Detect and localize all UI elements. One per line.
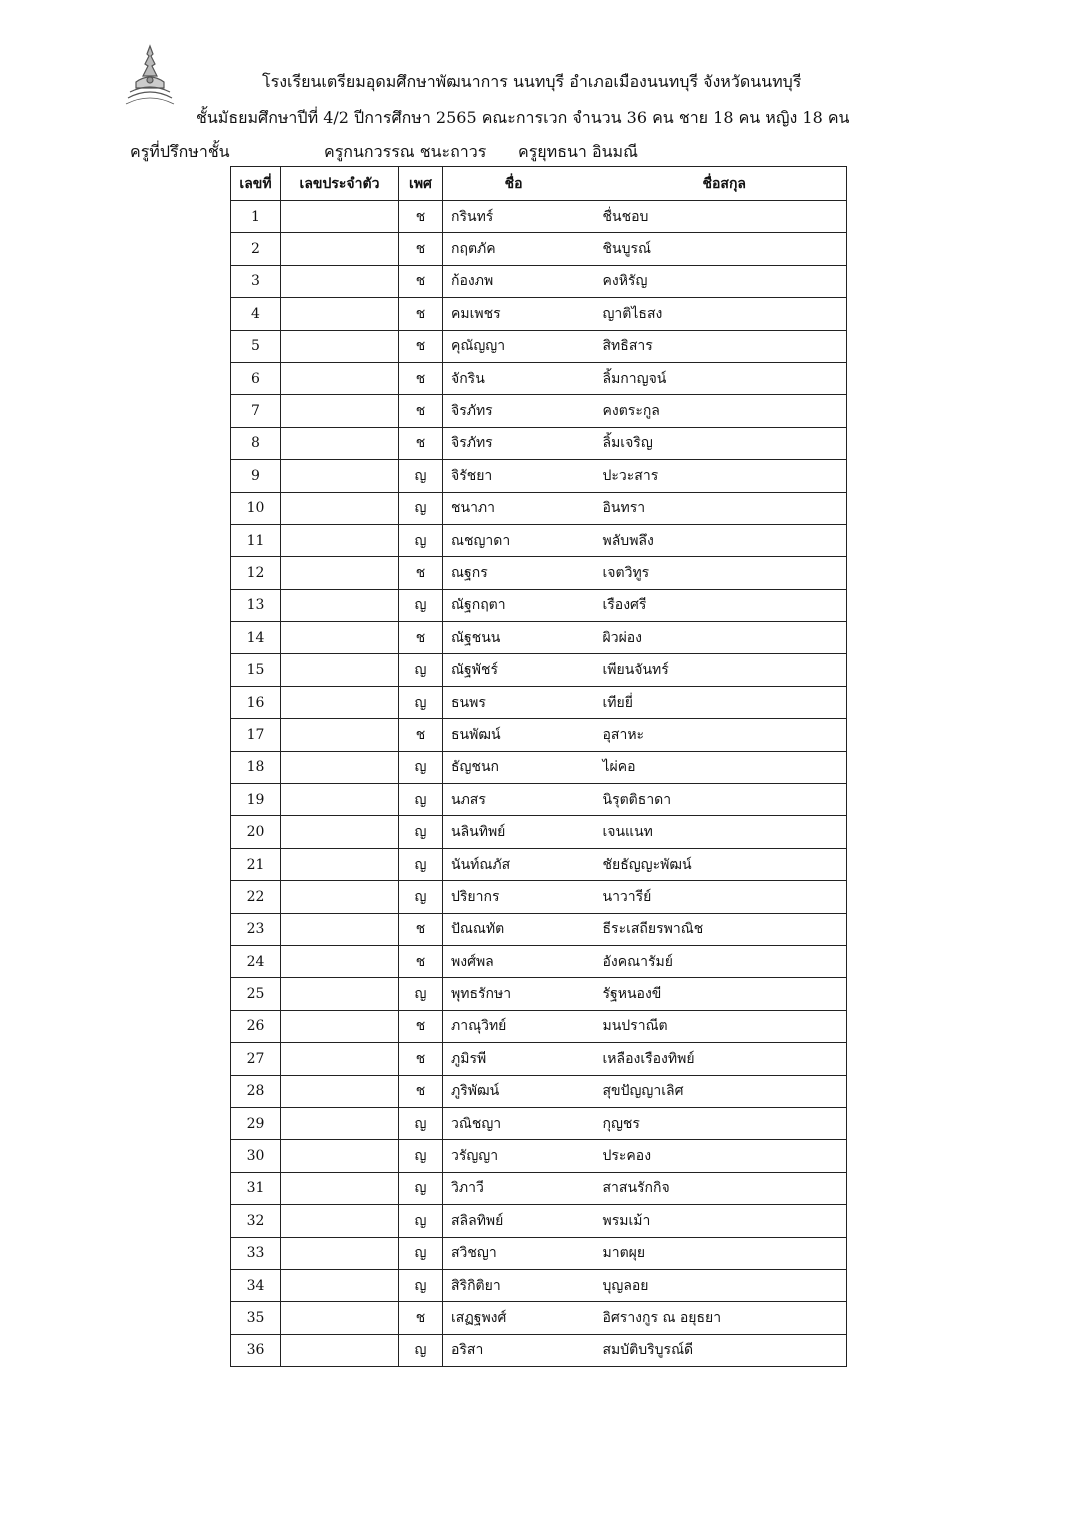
row-first-name: ณชญาดา (443, 524, 593, 556)
row-gender: ญ (399, 816, 443, 848)
table-row (231, 719, 847, 751)
row-number: 22 (231, 881, 281, 913)
table-row (231, 978, 847, 1010)
row-gender: ญ (399, 1205, 443, 1237)
row-number: 6 (231, 362, 281, 394)
row-student-id (281, 265, 399, 297)
row-student-id (281, 1269, 399, 1301)
row-last-name: ธีระเสถียรพาณิช (593, 913, 847, 945)
row-number: 24 (231, 945, 281, 977)
advisor-row (130, 140, 830, 162)
row-last-name: อินทรา (593, 492, 847, 524)
row-last-name: เรืองศรี (593, 589, 847, 621)
row-gender: ช (399, 362, 443, 394)
row-gender: ช (399, 395, 443, 427)
row-gender: ญ (399, 1172, 443, 1204)
row-first-name: ธนพร (443, 686, 593, 718)
row-student-id (281, 362, 399, 394)
header-last-name: ชื่อสกุล (593, 167, 847, 201)
table-row (231, 816, 847, 848)
row-student-id (281, 201, 399, 233)
row-gender: ญ (399, 1269, 443, 1301)
row-gender: ญ (399, 1140, 443, 1172)
row-student-id (281, 1075, 399, 1107)
school-name-line: โรงเรียนเตรียมอุดมศึกษาพัฒนาการ นนทบุรี อำเภอเมืองนนทบุรี จังหวัดนนทบุรี (262, 72, 802, 91)
row-last-name: บุญลอย (593, 1269, 847, 1301)
table-row (231, 427, 847, 459)
advisor-label: ครูที่ปรึกษาชั้น (130, 142, 230, 161)
row-gender: ญ (399, 848, 443, 880)
row-number: 31 (231, 1172, 281, 1204)
advisor-teacher-1: ครูกนกวรรณ ชนะถาวร (324, 142, 487, 161)
row-last-name: อิศรางกูร ณ อยุธยา (593, 1302, 847, 1334)
table-row (231, 362, 847, 394)
table-row (231, 330, 847, 362)
table-row (231, 1302, 847, 1334)
row-student-id (281, 816, 399, 848)
row-first-name: ปริยากร (443, 881, 593, 913)
row-first-name: ณัฐชนน (443, 622, 593, 654)
row-last-name: ชินบูรณ์ (593, 233, 847, 265)
row-first-name: ชนาภา (443, 492, 593, 524)
row-first-name: อริสา (443, 1334, 593, 1366)
row-first-name: วรัญญา (443, 1140, 593, 1172)
table-row (231, 589, 847, 621)
row-last-name: เจนแนท (593, 816, 847, 848)
row-gender: ช (399, 1043, 443, 1075)
table-row (231, 460, 847, 492)
row-number: 21 (231, 848, 281, 880)
row-first-name: ณฐกร (443, 557, 593, 589)
row-first-name: ธัญชนก (443, 751, 593, 783)
row-student-id (281, 298, 399, 330)
row-student-id (281, 427, 399, 459)
table-row (231, 201, 847, 233)
row-gender: ช (399, 1010, 443, 1042)
row-first-name: วณิชญา (443, 1107, 593, 1139)
table-row (231, 751, 847, 783)
row-student-id (281, 751, 399, 783)
row-number: 27 (231, 1043, 281, 1075)
row-gender: ช (399, 622, 443, 654)
table-row (231, 233, 847, 265)
row-number: 34 (231, 1269, 281, 1301)
row-gender: ญ (399, 492, 443, 524)
row-gender: ญ (399, 784, 443, 816)
row-first-name: พุทธรักษา (443, 978, 593, 1010)
row-last-name: สาสนรักกิจ (593, 1172, 847, 1204)
table-row (231, 1075, 847, 1107)
table-row (231, 654, 847, 686)
table-row (231, 1140, 847, 1172)
row-first-name: คมเพชร (443, 298, 593, 330)
row-number: 25 (231, 978, 281, 1010)
table-row (231, 848, 847, 880)
row-student-id (281, 1334, 399, 1366)
row-gender: ช (399, 298, 443, 330)
row-first-name: ภูมิรพี (443, 1043, 593, 1075)
row-last-name: นิรุตติธาดา (593, 784, 847, 816)
row-last-name: มนปราณีต (593, 1010, 847, 1042)
row-first-name: กฤตภัค (443, 233, 593, 265)
row-first-name: สิริกิติยา (443, 1269, 593, 1301)
school-emblem-icon (122, 42, 178, 108)
table-row (231, 945, 847, 977)
row-last-name: พลับพลึง (593, 524, 847, 556)
row-number: 2 (231, 233, 281, 265)
row-first-name: ธนพัฒน์ (443, 719, 593, 751)
row-number: 15 (231, 654, 281, 686)
row-student-id (281, 978, 399, 1010)
row-first-name: สวิชญา (443, 1237, 593, 1269)
row-first-name: สลิลทิพย์ (443, 1205, 593, 1237)
row-number: 18 (231, 751, 281, 783)
row-number: 23 (231, 913, 281, 945)
row-last-name: กุญชร (593, 1107, 847, 1139)
row-student-id (281, 1010, 399, 1042)
table-row (231, 557, 847, 589)
row-last-name: คงหิรัญ (593, 265, 847, 297)
table-row (231, 622, 847, 654)
row-last-name: ญาติไธสง (593, 298, 847, 330)
row-gender: ช (399, 427, 443, 459)
header-student-id: เลขประจำตัว (281, 167, 399, 201)
table-header-row (231, 167, 847, 201)
row-number: 26 (231, 1010, 281, 1042)
row-gender: ช (399, 557, 443, 589)
row-student-id (281, 719, 399, 751)
row-last-name: อุสาหะ (593, 719, 847, 751)
row-last-name: คงตระกูล (593, 395, 847, 427)
row-gender: ช (399, 913, 443, 945)
row-last-name: เหลืองเรืองทิพย์ (593, 1043, 847, 1075)
class-info-line: ชั้นมัธยมศึกษาปีที่ 4/2 ปีการศึกษา 2565 คณะการเวก จำนวน 36 คน ชาย 18 คน หญิง 18 คน (196, 108, 850, 127)
row-number: 30 (231, 1140, 281, 1172)
row-number: 1 (231, 201, 281, 233)
row-student-id (281, 1302, 399, 1334)
table-row (231, 524, 847, 556)
row-student-id (281, 686, 399, 718)
table-row (231, 265, 847, 297)
row-gender: ญ (399, 881, 443, 913)
row-number: 10 (231, 492, 281, 524)
row-number: 11 (231, 524, 281, 556)
row-gender: ช (399, 1075, 443, 1107)
row-number: 36 (231, 1334, 281, 1366)
row-number: 28 (231, 1075, 281, 1107)
row-first-name: ภาณุวิทย์ (443, 1010, 593, 1042)
row-number: 19 (231, 784, 281, 816)
row-first-name: นลินทิพย์ (443, 816, 593, 848)
row-student-id (281, 913, 399, 945)
table-row (231, 913, 847, 945)
row-last-name: เจตวิทูร (593, 557, 847, 589)
row-first-name: จิรภัทร (443, 427, 593, 459)
header-number: เลขที่ (231, 167, 281, 201)
row-first-name: ณัฐกฤตา (443, 589, 593, 621)
row-student-id (281, 1172, 399, 1204)
header-gender: เพศ (399, 167, 443, 201)
row-gender: ญ (399, 751, 443, 783)
row-student-id (281, 460, 399, 492)
row-student-id (281, 589, 399, 621)
row-number: 13 (231, 589, 281, 621)
row-gender: ช (399, 719, 443, 751)
row-gender: ญ (399, 589, 443, 621)
row-last-name: รัฐหนองขี (593, 978, 847, 1010)
row-gender: ญ (399, 654, 443, 686)
table-row (231, 395, 847, 427)
table-row (231, 784, 847, 816)
row-number: 17 (231, 719, 281, 751)
row-number: 32 (231, 1205, 281, 1237)
table-body (231, 201, 847, 1367)
row-first-name: นันท์ณภัส (443, 848, 593, 880)
row-gender: ญ (399, 1237, 443, 1269)
row-student-id (281, 654, 399, 686)
row-last-name: ประคอง (593, 1140, 847, 1172)
row-last-name: นาวารีย์ (593, 881, 847, 913)
row-last-name: พรมเม้า (593, 1205, 847, 1237)
row-student-id (281, 492, 399, 524)
row-gender: ช (399, 1302, 443, 1334)
table-row (231, 492, 847, 524)
row-last-name: สมบัติบริบูรณ์ดี (593, 1334, 847, 1366)
row-first-name: คุณัญญา (443, 330, 593, 362)
row-student-id (281, 881, 399, 913)
table-row (231, 686, 847, 718)
row-gender: ช (399, 201, 443, 233)
row-number: 35 (231, 1302, 281, 1334)
row-gender: ญ (399, 460, 443, 492)
row-gender: ญ (399, 524, 443, 556)
row-first-name: เสฏฐพงศ์ (443, 1302, 593, 1334)
row-gender: ช (399, 265, 443, 297)
row-first-name: จิรัชยา (443, 460, 593, 492)
row-student-id (281, 1140, 399, 1172)
row-first-name: จักริน (443, 362, 593, 394)
row-last-name: ลิ้มกาญจน์ (593, 362, 847, 394)
row-student-id (281, 784, 399, 816)
row-last-name: ปะวะสาร (593, 460, 847, 492)
row-number: 4 (231, 298, 281, 330)
row-student-id (281, 1237, 399, 1269)
row-number: 7 (231, 395, 281, 427)
row-student-id (281, 1043, 399, 1075)
row-last-name: เทียยี่ (593, 686, 847, 718)
row-gender: ช (399, 233, 443, 265)
row-student-id (281, 622, 399, 654)
row-student-id (281, 557, 399, 589)
row-last-name: ผิวผ่อง (593, 622, 847, 654)
table-row (231, 881, 847, 913)
row-number: 16 (231, 686, 281, 718)
row-student-id (281, 945, 399, 977)
row-last-name: ลิ้มเจริญ (593, 427, 847, 459)
row-gender: ญ (399, 1334, 443, 1366)
table-row (231, 1172, 847, 1204)
row-student-id (281, 848, 399, 880)
table-row (231, 1237, 847, 1269)
table-row (231, 1043, 847, 1075)
row-number: 5 (231, 330, 281, 362)
row-number: 33 (231, 1237, 281, 1269)
row-gender: ช (399, 945, 443, 977)
header-first-name: ชื่อ (443, 167, 593, 201)
row-number: 8 (231, 427, 281, 459)
row-student-id (281, 395, 399, 427)
row-last-name: ชื่นชอบ (593, 201, 847, 233)
row-student-id (281, 524, 399, 556)
row-student-id (281, 233, 399, 265)
row-first-name: จิรภัทร (443, 395, 593, 427)
row-number: 20 (231, 816, 281, 848)
row-last-name: สุขปัญญาเลิศ (593, 1075, 847, 1107)
row-gender: ญ (399, 1107, 443, 1139)
row-first-name: ก้องภพ (443, 265, 593, 297)
row-number: 14 (231, 622, 281, 654)
row-number: 29 (231, 1107, 281, 1139)
row-first-name: ณัฐพัชร์ (443, 654, 593, 686)
row-first-name: นภสร (443, 784, 593, 816)
row-student-id (281, 330, 399, 362)
row-gender: ญ (399, 978, 443, 1010)
table-row (231, 298, 847, 330)
row-first-name: ปัณณทัต (443, 913, 593, 945)
row-first-name: กรินทร์ (443, 201, 593, 233)
row-number: 12 (231, 557, 281, 589)
row-last-name: สิทธิสาร (593, 330, 847, 362)
row-first-name: ภูริพัฒน์ (443, 1075, 593, 1107)
row-student-id (281, 1205, 399, 1237)
row-number: 3 (231, 265, 281, 297)
row-first-name: วิภาวี (443, 1172, 593, 1204)
row-last-name: อังคณารัมย์ (593, 945, 847, 977)
table-row (231, 1269, 847, 1301)
row-last-name: ชัยธัญญะพัฒน์ (593, 848, 847, 880)
row-last-name: ไผ่คอ (593, 751, 847, 783)
row-last-name: มาตผุย (593, 1237, 847, 1269)
row-student-id (281, 1107, 399, 1139)
table-row (231, 1334, 847, 1366)
row-first-name: พงศ์พล (443, 945, 593, 977)
row-gender: ญ (399, 686, 443, 718)
row-number: 9 (231, 460, 281, 492)
row-gender: ช (399, 330, 443, 362)
table-row (231, 1205, 847, 1237)
table-row (231, 1107, 847, 1139)
table-row (231, 1010, 847, 1042)
student-roster-table (230, 166, 847, 1367)
advisor-teacher-2: ครูยุทธนา อินมณี (518, 142, 638, 161)
row-last-name: เพียนจันทร์ (593, 654, 847, 686)
